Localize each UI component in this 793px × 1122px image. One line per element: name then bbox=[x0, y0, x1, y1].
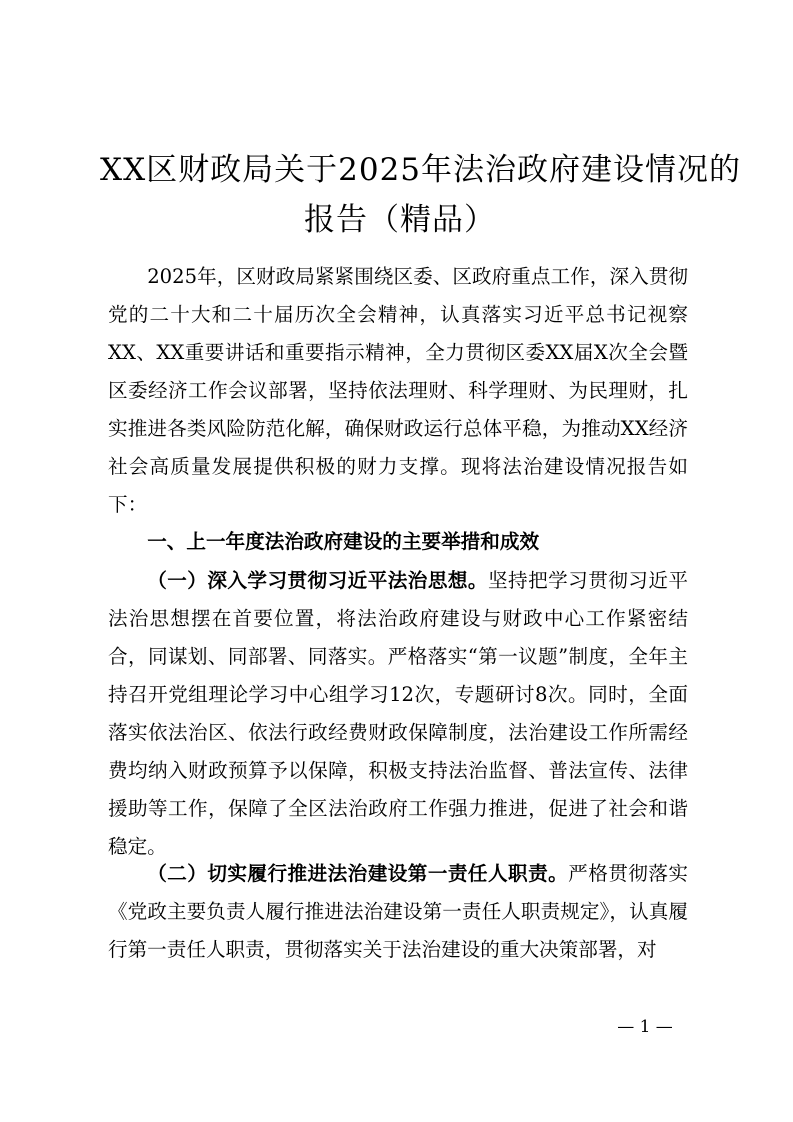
page-number: — 1 — bbox=[617, 1017, 673, 1037]
subsection-1-paragraph bbox=[108, 562, 688, 866]
intro-paragraph: 2025年，区财政局紧紧围绕区委、区政府重点工作，深入贯彻党的二十大和二十届历次全会精神，认真落实习近平总书记视察XX、XX重要讲话和重要指示精神，全力贯彻区委XX届X次全会暨区委经济工作会议部署，坚持依法理财、科学理财、为民理财，扎实推进各类风险防范化解，确保财政运行总体平稳，为推动XX经济社会高质量发展提供积极的财力支撑。现将法治建设情况报告如下： bbox=[108, 265, 688, 516]
title-line-1: XX区财政局关于2025年法治政府建设情况的 bbox=[100, 152, 742, 188]
title-line-2: 报告（精品） bbox=[304, 202, 496, 238]
subsection-1-body: 坚持把学习贯彻习近平法治思想摆在首要位置，将法治政府建设与财政中心工作紧密结合，同谋划、同部署、同落实。严格落实“第一议题”制度，全年主持召开党组理论学习中心组学习12次，专题研讨8次。同时，全面落实依法治区、依法行政经费财政保障制度，法治建设工作所需经费均纳入财政预算予以保障，积极支持法治监督、普法宣传、法律援助等工作，保障了全区法治政府工作强力推进，促进了社会和谐稳定。 bbox=[108, 569, 688, 858]
section-1-heading: 一、上一年度法治政府建设的主要举措和成效 bbox=[147, 530, 540, 553]
subsection-2-heading: （二）切实履行推进法治建设第一责任人职责。 bbox=[147, 862, 569, 885]
subsection-2-body: 严格贯彻落实《党政主要负责人履行推进法治建设第一责任人职责规定》，认真履行第一责任人职责，贯彻落实关于法治建设的重大决策部署，对 bbox=[108, 862, 688, 961]
subsection-1-heading: （一）深入学习贯彻习近平法治思想。 bbox=[147, 569, 488, 592]
document-title bbox=[100, 145, 742, 245]
subsection-2-paragraph bbox=[108, 855, 688, 969]
